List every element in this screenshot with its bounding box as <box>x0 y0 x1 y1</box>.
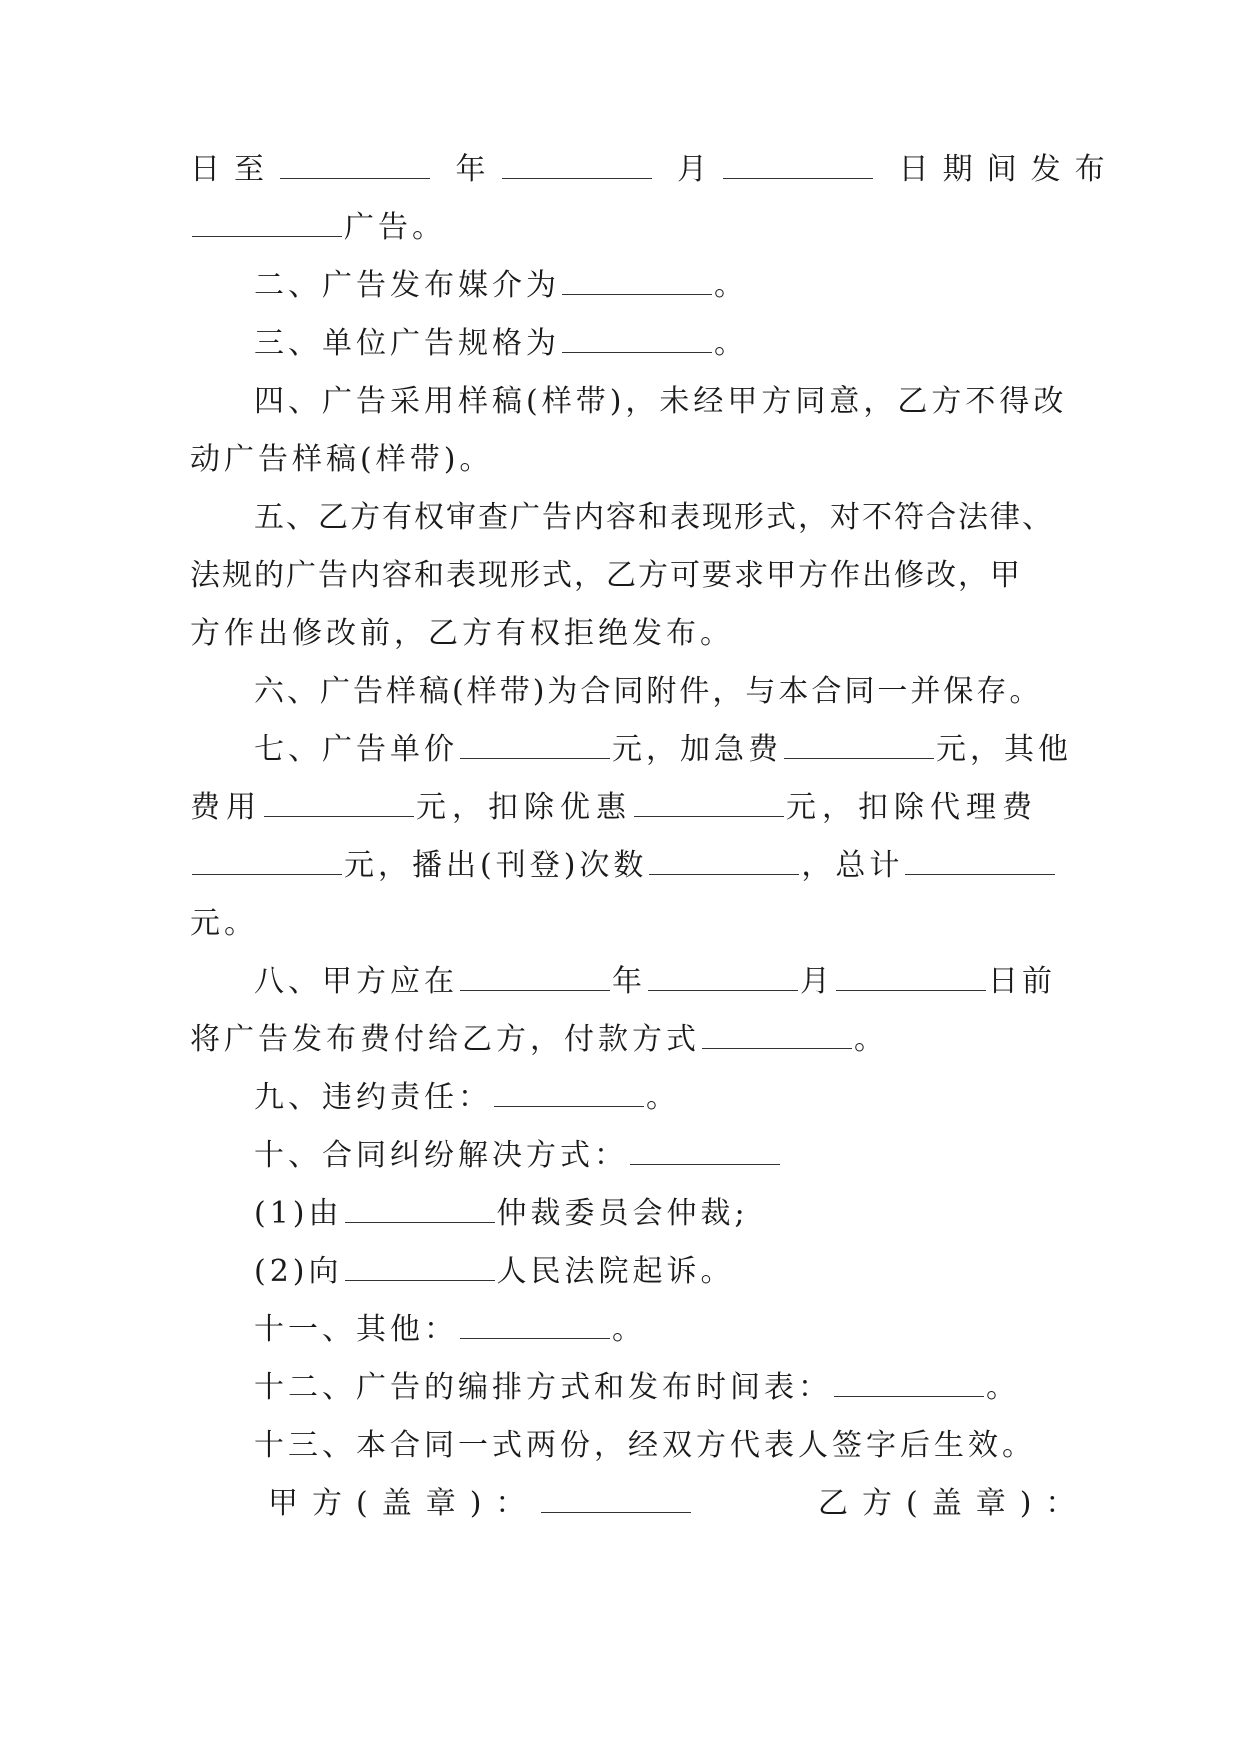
text: 元，扣除优惠 <box>416 790 632 825</box>
blank-field[interactable] <box>702 1020 852 1049</box>
text: 三、单位广告规格为 <box>254 326 560 361</box>
line-10 <box>254 672 1042 712</box>
line-19 <box>254 1194 749 1234</box>
signature-party-b <box>818 1484 1089 1524</box>
line-23 <box>254 1426 1036 1466</box>
blank-field[interactable] <box>834 1368 984 1397</box>
text: 方作出修改前，乙方有权拒绝发布。 <box>190 616 734 651</box>
line-20 <box>254 1252 735 1292</box>
text: 元，加急费 <box>612 732 782 767</box>
text: 十三、本合同一式两份，经双方代表人签字后生效。 <box>254 1428 1036 1463</box>
text: 。 <box>612 1312 646 1347</box>
text: 九、违约责任： <box>254 1080 492 1115</box>
text: 。 <box>714 326 748 361</box>
line-1 <box>190 150 1119 190</box>
blank-field[interactable] <box>460 730 610 759</box>
line-6 <box>190 440 493 480</box>
blank-field[interactable] <box>648 962 798 991</box>
text: 元，播出(刊登)次数 <box>344 848 648 883</box>
text: 八、甲方应在 <box>254 964 458 999</box>
text: 。 <box>646 1080 680 1115</box>
text: 日前 <box>988 964 1056 999</box>
line-3 <box>254 266 748 306</box>
blank-field[interactable] <box>905 846 1055 875</box>
text: 六、广告样稿(样带)为合同附件，与本合同一并保存。 <box>254 674 1043 709</box>
text: 十、合同纠纷解决方式： <box>254 1138 628 1173</box>
line-9 <box>190 614 734 654</box>
text: 二、广告发布媒介为 <box>254 268 560 303</box>
blank-field[interactable] <box>264 788 414 817</box>
text: 元，其他 <box>936 732 1072 767</box>
text: 十二、广告的编排方式和发布时间表： <box>254 1370 832 1405</box>
line-18 <box>254 1136 782 1176</box>
line-2 <box>190 208 446 248</box>
party-a-label: 甲方(盖章)： <box>268 1486 540 1521</box>
signature-party-a <box>268 1484 693 1524</box>
blank-field[interactable] <box>649 846 799 875</box>
line-11 <box>254 730 1072 770</box>
line-5 <box>254 382 1067 422</box>
line-12 <box>190 788 1038 828</box>
text: 。 <box>986 1370 1020 1405</box>
blank-field[interactable] <box>502 150 652 179</box>
text: (1)由 <box>254 1196 343 1231</box>
line-16 <box>190 1020 888 1060</box>
line-21 <box>254 1310 646 1350</box>
text: 十一、其他： <box>254 1312 458 1347</box>
blank-field[interactable] <box>836 962 986 991</box>
text: 费用 <box>190 790 262 825</box>
text: (2)向 <box>254 1254 343 1289</box>
blank-field[interactable] <box>562 266 712 295</box>
blank-field[interactable] <box>562 324 712 353</box>
blank-field[interactable] <box>280 150 430 179</box>
text: 日期间发布 <box>898 152 1119 187</box>
text: 。 <box>714 268 748 303</box>
blank-field[interactable] <box>345 1252 495 1281</box>
text: ，总计 <box>801 848 904 883</box>
blank-field[interactable] <box>460 962 610 991</box>
text: 。 <box>854 1022 888 1057</box>
text: 动广告样稿(样带)。 <box>190 442 494 477</box>
blank-field[interactable] <box>345 1194 495 1223</box>
text: 日至 <box>190 152 278 187</box>
text: 广告。 <box>344 210 446 245</box>
blank-field[interactable] <box>630 1136 780 1165</box>
party-a-seal-field[interactable] <box>541 1484 691 1513</box>
line-22 <box>254 1368 1020 1408</box>
blank-field[interactable] <box>460 1310 610 1339</box>
line-14 <box>190 904 258 944</box>
blank-field[interactable] <box>784 730 934 759</box>
line-7 <box>254 498 1054 538</box>
text: 四、广告采用样稿(样带)，未经甲方同意，乙方不得改 <box>254 384 1068 419</box>
line-15 <box>254 962 1056 1002</box>
line-17 <box>254 1078 680 1118</box>
text: 元。 <box>190 906 258 941</box>
blank-field[interactable] <box>723 150 873 179</box>
text: 月 <box>677 152 722 187</box>
text: 五、乙方有权审查广告内容和表现形式，对不符合法律、 <box>254 500 1054 535</box>
text: 年 <box>455 152 500 187</box>
text: 元，扣除代理费 <box>786 790 1038 825</box>
text: 月 <box>800 964 834 999</box>
blank-field[interactable] <box>192 846 342 875</box>
text: 人民法院起诉。 <box>496 1254 735 1289</box>
text: 法规的广告内容和表现形式，乙方可要求甲方作出修改，甲 <box>190 558 1022 593</box>
text: 仲裁委员会仲裁; <box>496 1196 749 1231</box>
line-8 <box>190 556 1022 596</box>
blank-field[interactable] <box>634 788 784 817</box>
text: 将广告发布费付给乙方，付款方式 <box>190 1022 700 1057</box>
party-b-label: 乙方(盖章)： <box>818 1486 1090 1521</box>
text: 七、广告单价 <box>254 732 458 767</box>
line-13 <box>190 846 1057 886</box>
blank-field[interactable] <box>494 1078 644 1107</box>
blank-field[interactable] <box>192 208 342 237</box>
text: 年 <box>612 964 646 999</box>
line-4 <box>254 324 748 364</box>
